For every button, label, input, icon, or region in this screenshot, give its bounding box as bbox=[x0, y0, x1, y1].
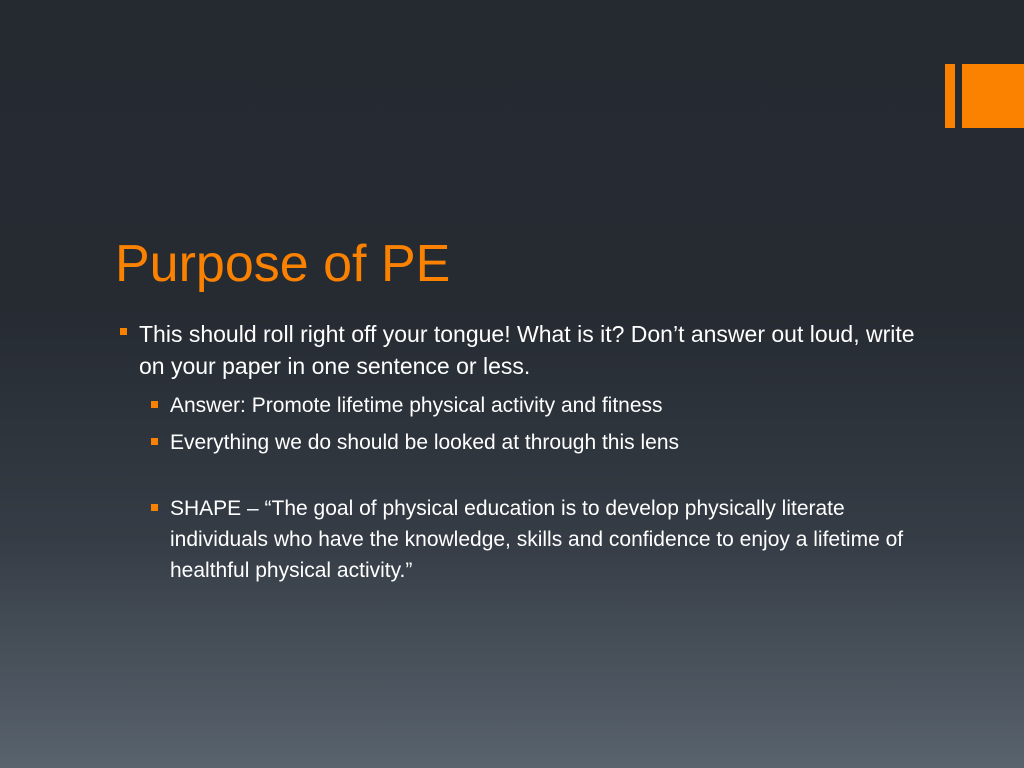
square-bullet-icon bbox=[151, 504, 158, 511]
square-bullet-icon bbox=[151, 438, 158, 445]
sub-bullet-text: SHAPE – “The goal of physical education is to develop physically literate individuals who have the knowledge, skills and confidence to enjoy a lifetime of healthful physical activity.” bbox=[170, 497, 904, 582]
accent-bar-thin bbox=[945, 64, 955, 128]
square-bullet-icon bbox=[151, 401, 158, 408]
sub-bullet-text: Answer: Promote lifetime physical activity and fitness bbox=[170, 394, 663, 417]
sub-bullet-item bbox=[117, 427, 930, 458]
sub-bullet-item bbox=[117, 493, 930, 586]
accent-bar-thick bbox=[962, 64, 1024, 128]
sub-bullet-item bbox=[117, 390, 930, 421]
square-bullet-icon bbox=[120, 328, 127, 335]
slide-title: Purpose of PE bbox=[115, 235, 451, 293]
bullet-item bbox=[117, 318, 929, 382]
slide-body bbox=[117, 318, 937, 586]
sub-bullet-text: Everything we do should be looked at through this lens bbox=[170, 431, 679, 454]
bullet-text: This should roll right off your tongue! What is it? Don’t answer out loud, write on your paper in one sentence or less. bbox=[139, 321, 915, 379]
